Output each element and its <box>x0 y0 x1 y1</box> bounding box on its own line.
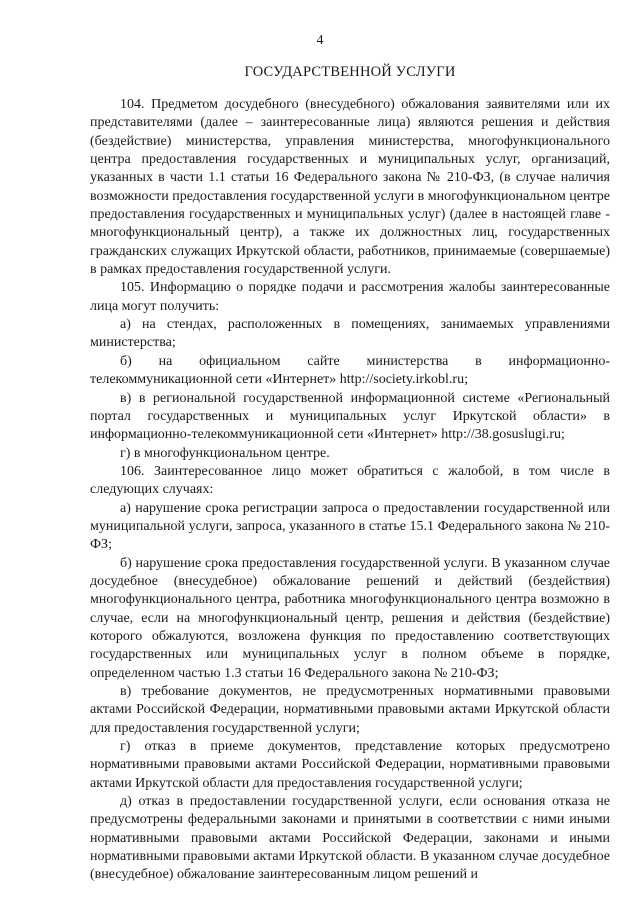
paragraph-104: 104. Предметом досудебного (внесудебного) обжалования заявителями или их представителями (далее – заинтересованные лица) являются решения и действия (бездействие) министерства, управления министерства, многофункционального центра предоставления государственных и муниципальных услуг, организаций, указанных в части 1.1 статьи 16 Федерального закона № 210-ФЗ, (в случае наличия возможности предоставления государственной услуги в многофункциональном центре предоставления государственных и муниципальных услуг) (далее в настоящей главе - многофункциональный центр), а также их должностных лиц, государственных гражданских служащих Иркутской области, работников, принимаемые (совершаемые) в рамках предоставления государственной услуги. <box>90 97 611 278</box>
list-item-105-b: б) на официальном сайте министерства в информационно-телекоммуникационной сети «Интернет» http://society.irkobl.ru; <box>90 353 610 388</box>
list-item-106-g: г) отказ в приеме документов, представление которых предусмотрено нормативными правовыми актами Российской Федерации, нормативными правовыми актами Иркутской области для предоставления государственной услуги; <box>90 739 610 791</box>
paragraph-106: 106. Заинтересованное лицо может обратиться с жалобой, в том числе в следующих случаях: <box>90 463 610 498</box>
list-item-105-a: а) на стендах, расположенных в помещениях, занимаемых управлениями министерства; <box>90 317 610 351</box>
list-item-106-a: а) нарушение срока регистрации запроса о предоставлении государственной или муниципальной услуги, запроса, указанного в статье 15.1 Федерального закона № 210-ФЗ; <box>90 500 610 553</box>
section-heading: ГОСУДАРСТВЕННОЙ УСЛУГИ <box>244 64 456 80</box>
list-item-106-v: в) требование документов, не предусмотренных нормативными правовыми актами Российской Федерации, нормативными правовыми актами Иркутской области для предоставления государственной услуги; <box>90 684 610 736</box>
page-number: 4 <box>316 33 324 48</box>
list-item-106-b: б) нарушение срока предоставления государственной услуги. В указанном случае досудебное (внесудебное) обжалование решений и действий (бездействия) многофункционального центра, работника многофункционального центра возможно в случае, если на многофункциональный центр, решения и действия (бездействие) которого обжалуются, возложена функция по предоставлению соответствующих государственных или муниципальных услуг в полном объеме в порядке, определенном частью 1.3 статьи 16 Федерального закона № 210-ФЗ; <box>90 555 610 681</box>
list-item-106-d: д) отказ в предоставлении государственной услуги, если основания отказа не предусмотрены федеральными законами и принятыми в соответствии с ними иными нормативными правовыми актами Российской Федерации, законами и иными нормативными правовыми актами Иркутской области. В указанном случае досудебное (внесудебное) обжалование заинтересованным лицом решений и <box>90 794 610 883</box>
list-item-105-g: г) в многофункциональном центре. <box>120 445 330 461</box>
paragraph-105: 105. Информацию о порядке подачи и рассмотрения жалобы заинтересованные лица могут получить: <box>90 280 610 314</box>
document-body <box>90 96 610 885</box>
list-item-105-v: в) в региональной государственной информационной системе «Региональный портал государственных и муниципальных услуг Иркутской области» в информационно-телекоммуникационной сети «Интернет» http://38.gosuslugi.ru; <box>90 390 610 443</box>
